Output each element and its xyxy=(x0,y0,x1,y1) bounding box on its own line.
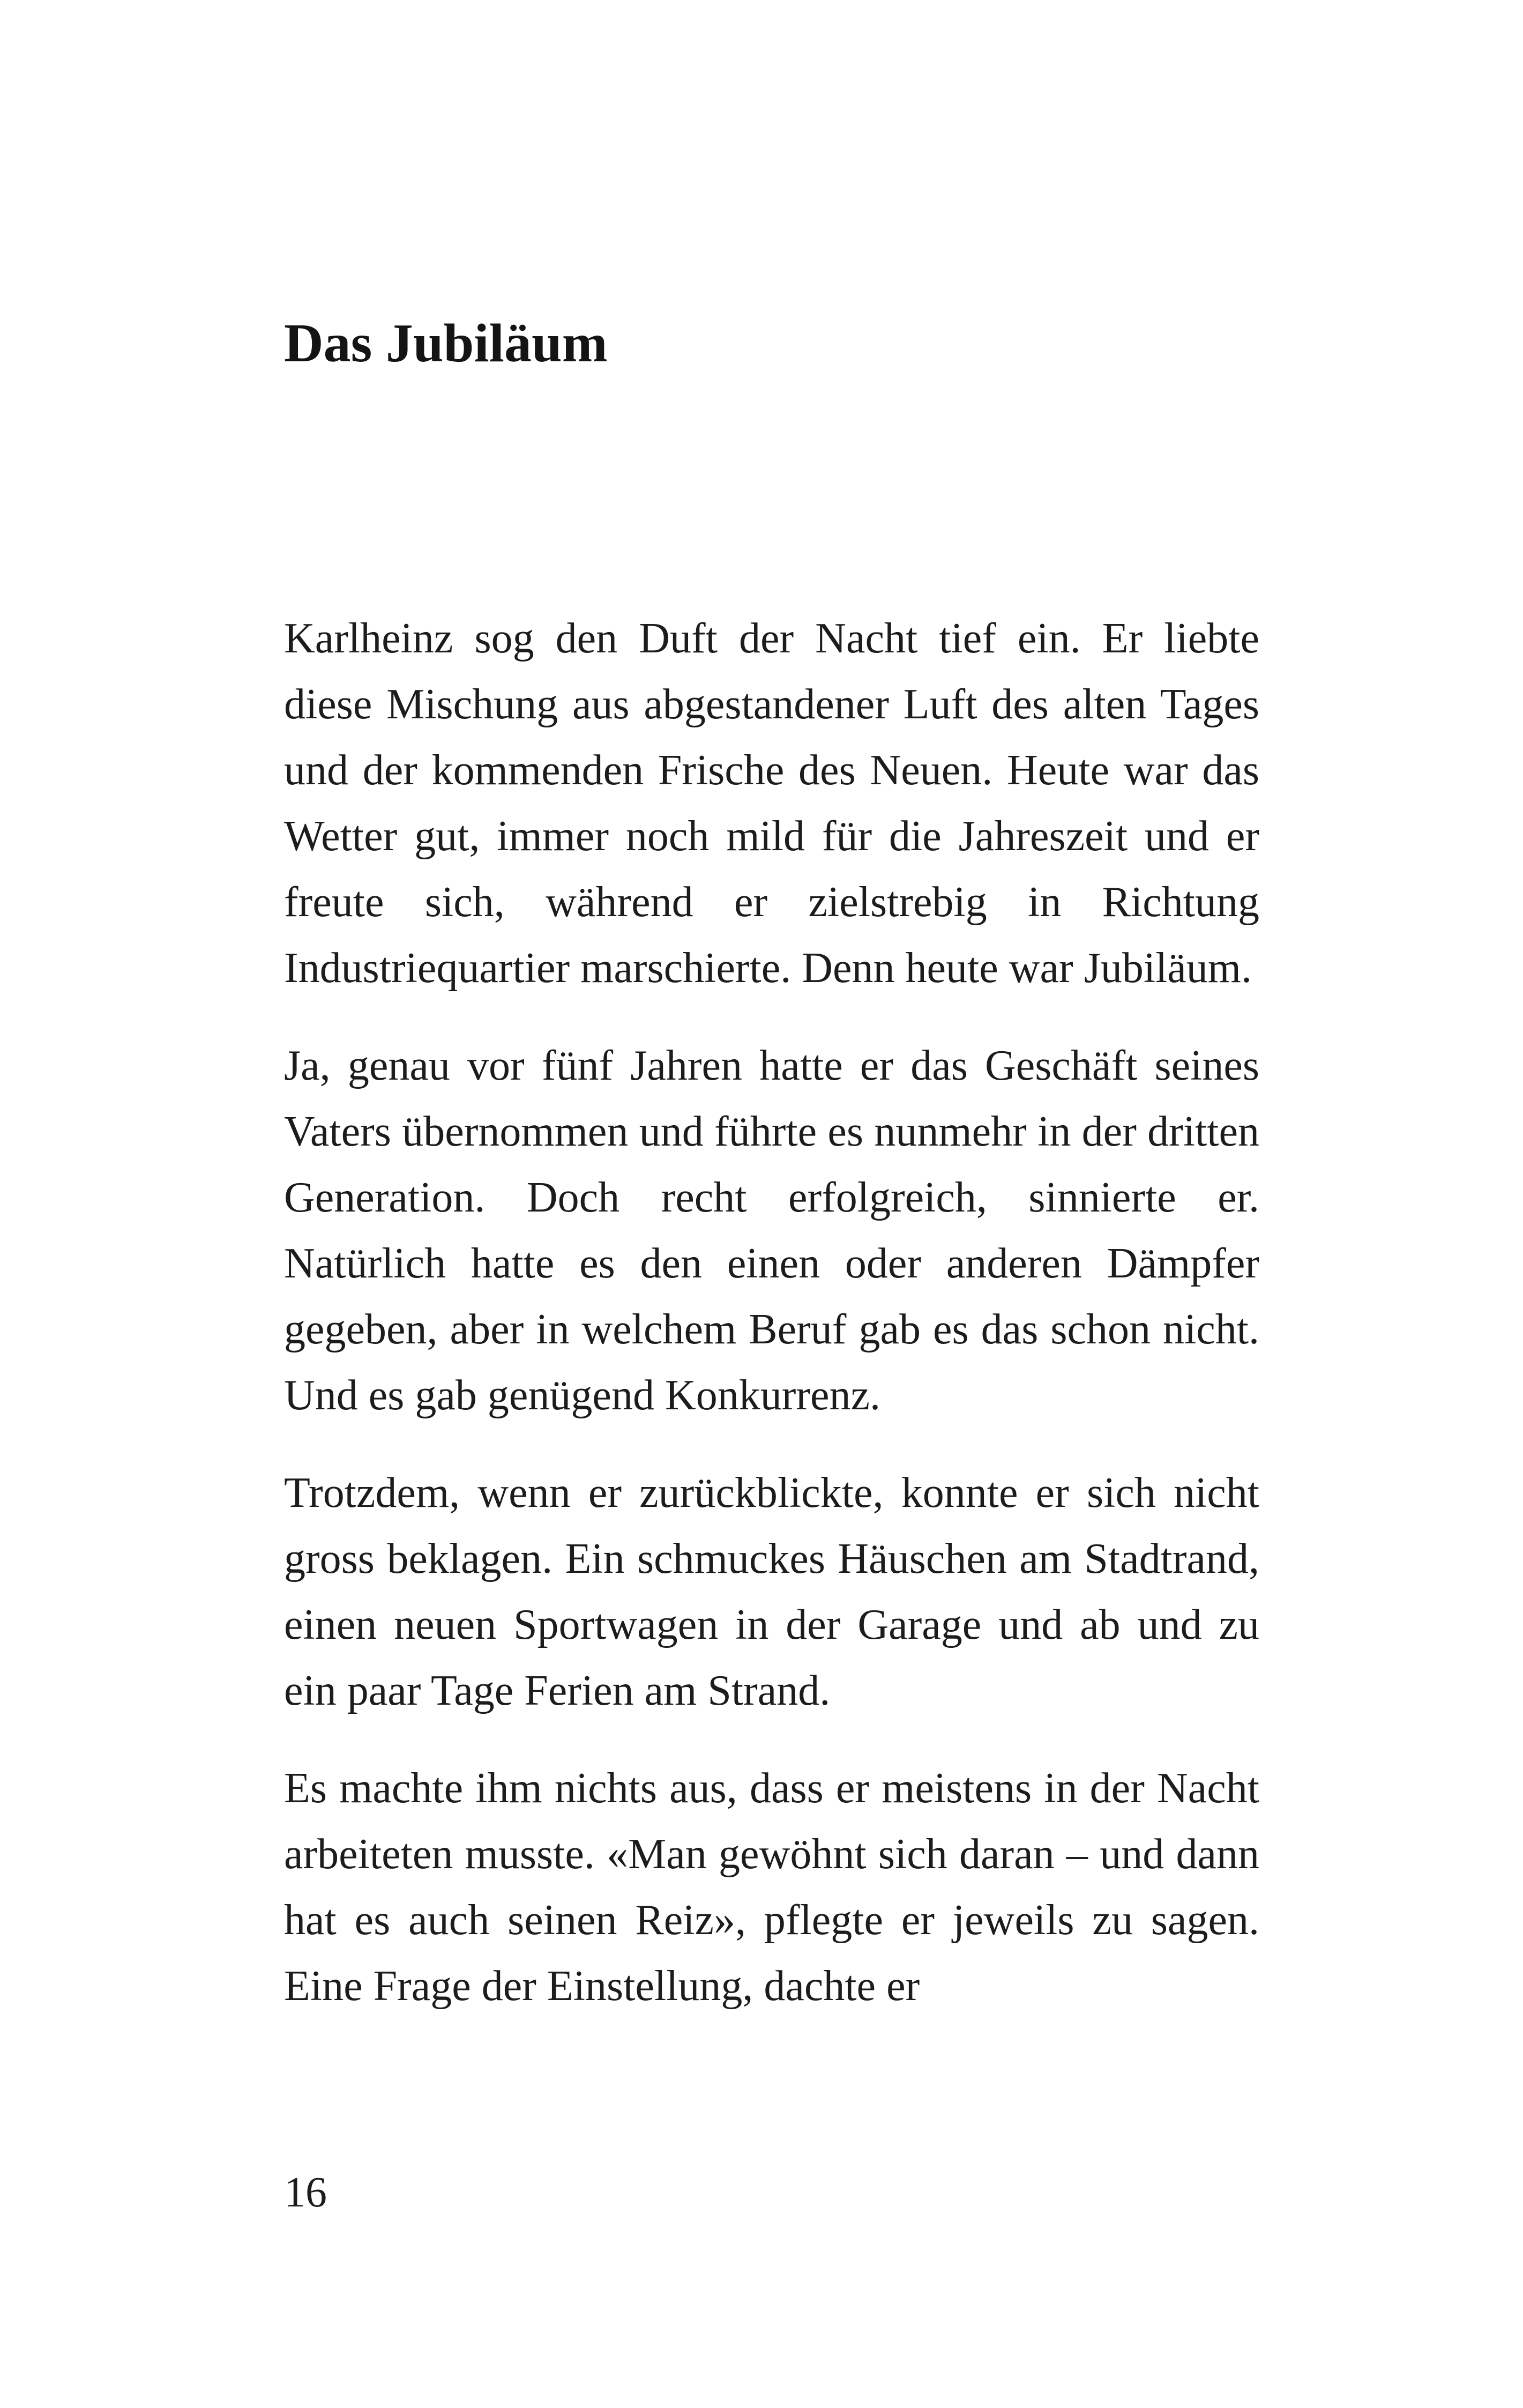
body-text xyxy=(284,606,1259,2051)
paragraph-2: Ja, genau vor fünf Jahren hatte er das Geschäft seines Vaters übernommen und führte es nunmehr in der dritten Generation. Doch recht erfolgreich, sinnierte er. Natürlich hatte es den einen oder anderen Dämpfer gegeben, aber in welchem Beruf gab es das schon nicht. Und es gab genügend Konkurrenz. xyxy=(284,1042,1259,1419)
chapter-title: Das Jubiläum xyxy=(284,313,608,374)
paragraph-4: Es machte ihm nichts aus, dass er meistens in der Nacht arbeiteten musste. «Man gewöhnt sich daran – und dann hat es auch seinen Reiz», pflegte er jeweils zu sagen. Eine Frage der Einstellung, dachte er xyxy=(284,1765,1259,2010)
page-number: 16 xyxy=(284,2169,327,2216)
paragraph-1: Karlheinz sog den Duft der Nacht tief ein. Er liebte diese Mischung aus abgestandener Luft des alten Tages und der kommenden Frische des Neuen. Heute war das Wetter gut, immer noch mild für die Jahreszeit und er freute sich, während er zielstrebig in Richtung Industriequartier marschierte. Denn heute war Jubiläum. xyxy=(284,615,1259,992)
paragraph-3: Trotzdem, wenn er zurückblickte, konnte er sich nicht gross beklagen. Ein schmuckes Häuschen am Stadtrand, einen neuen Sportwagen in der Garage und ab und zu ein paar Tage Ferien am Strand. xyxy=(284,1469,1259,1714)
